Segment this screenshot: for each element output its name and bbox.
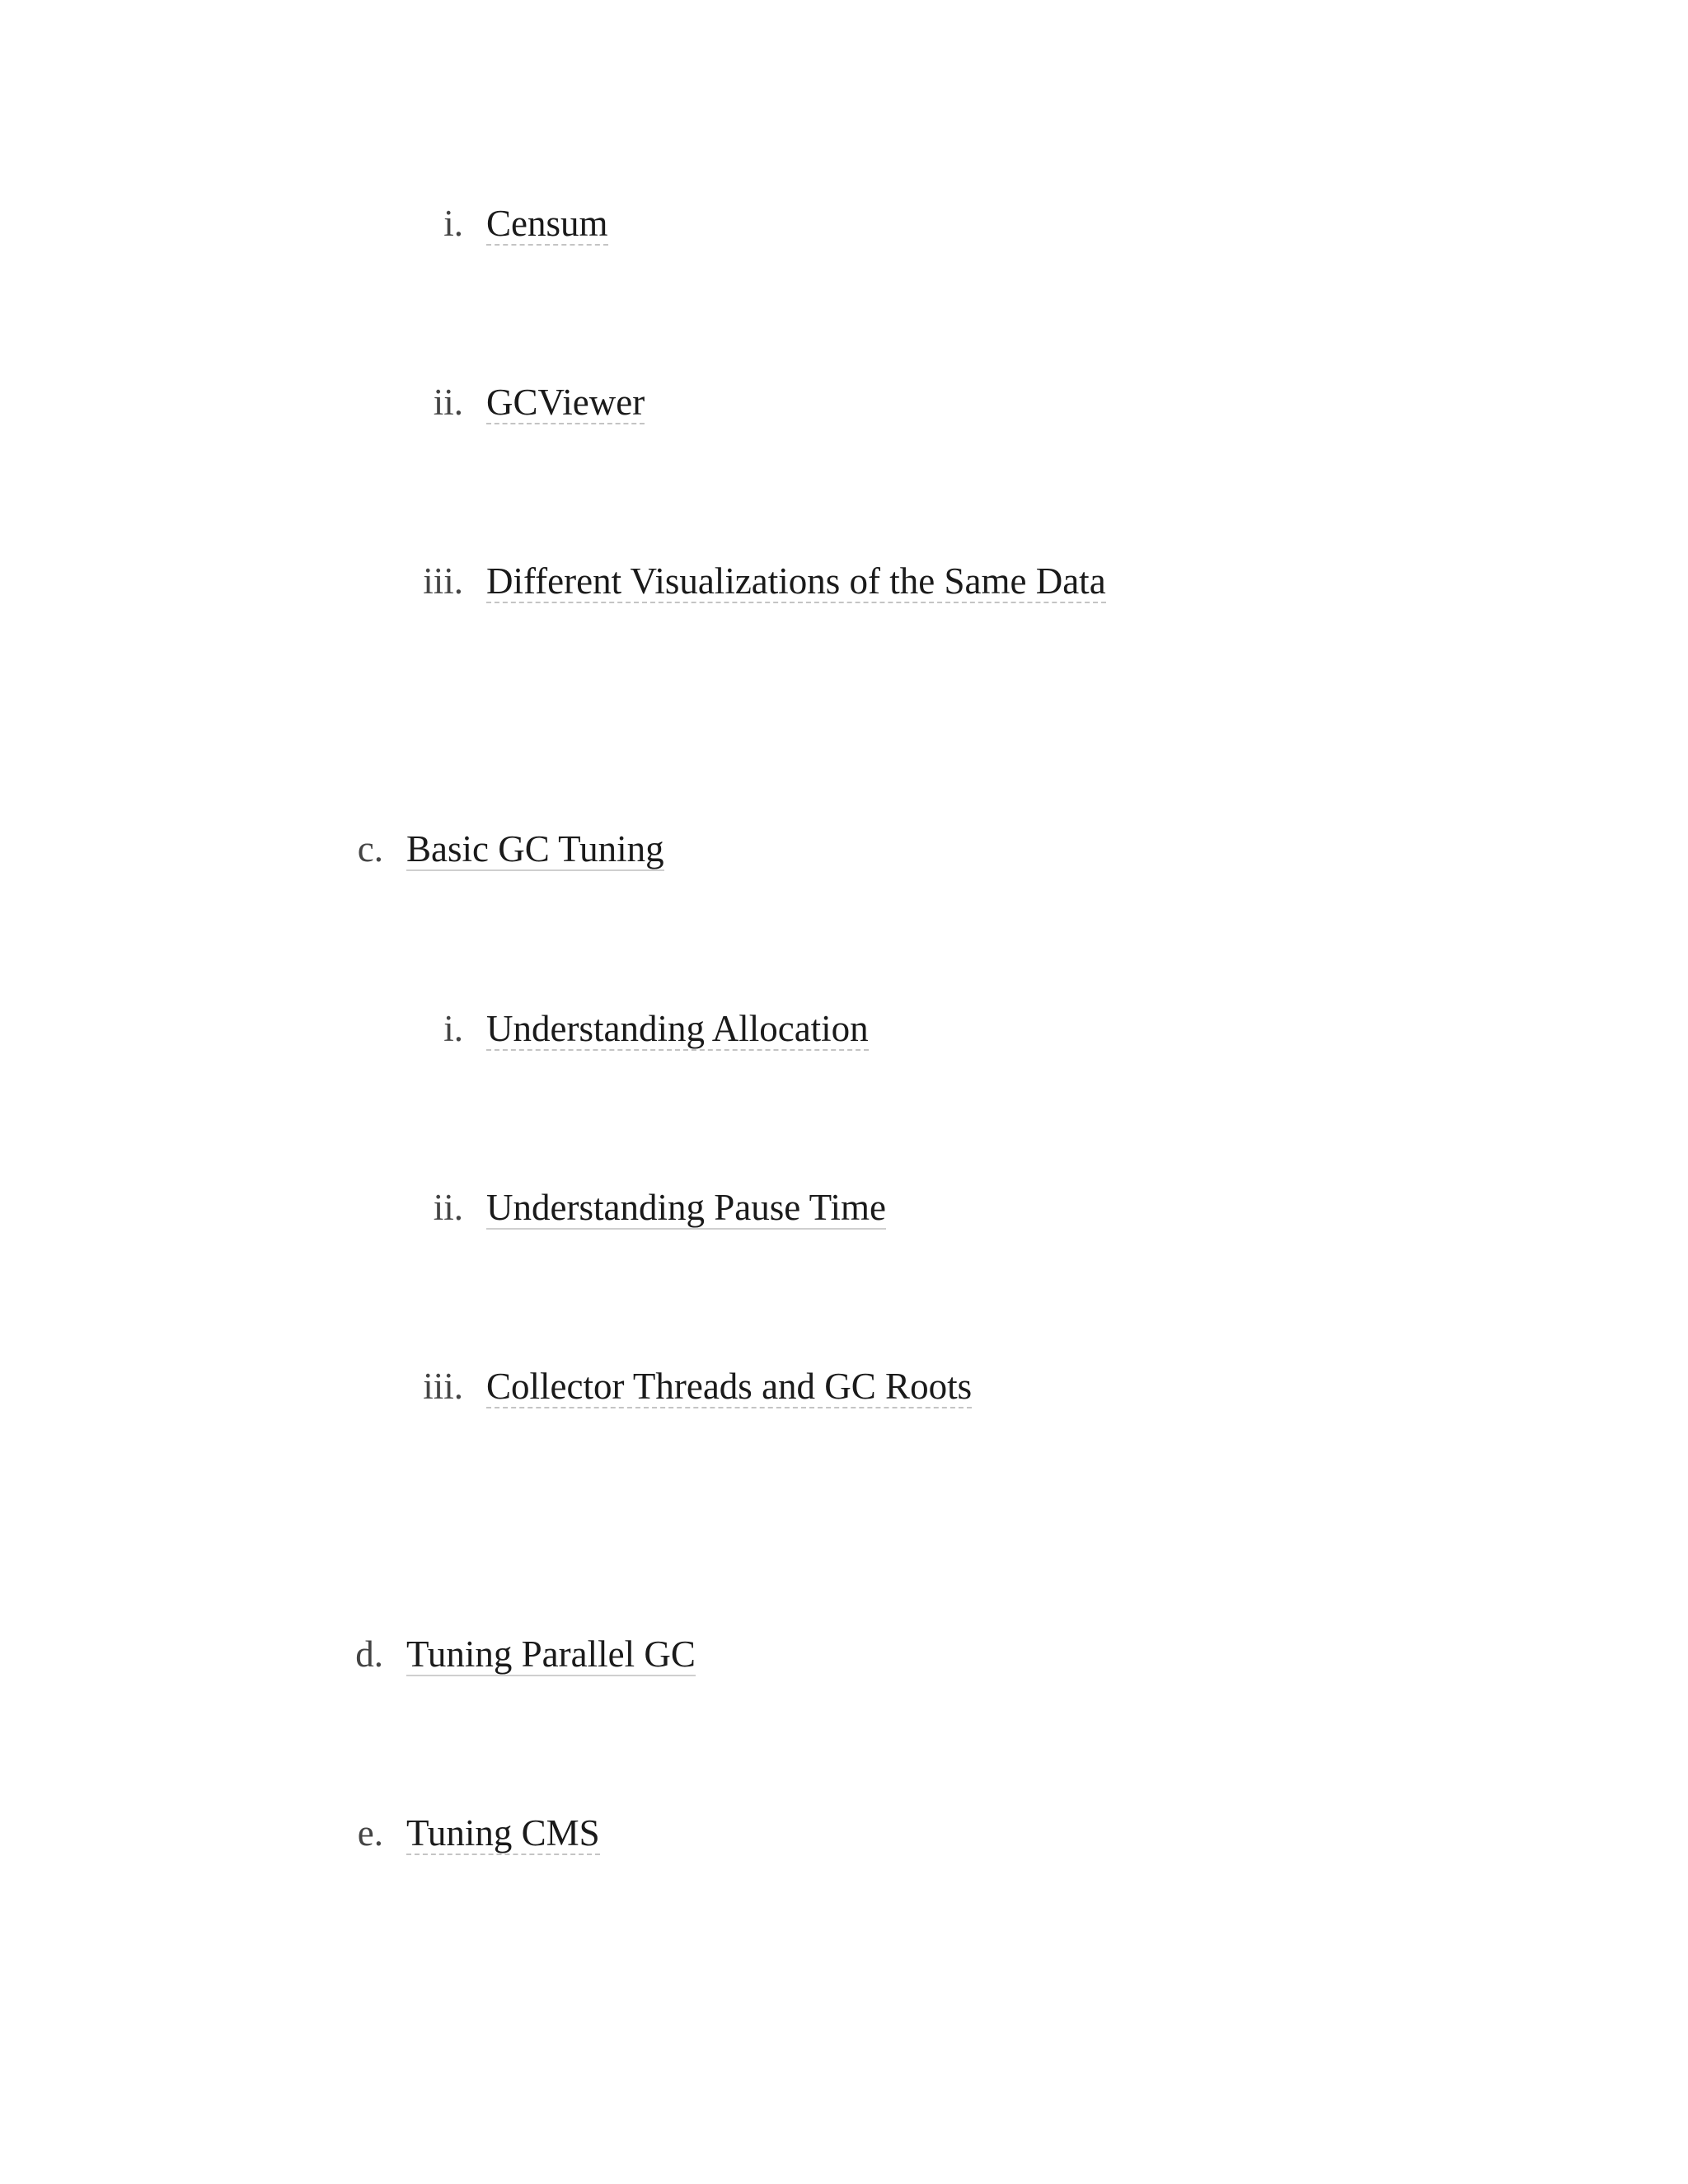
toc-link-basic-gc-tuning[interactable]: Basic GC Tuning xyxy=(406,825,664,871)
list-marker: ii. xyxy=(433,382,463,423)
toc-item-tuning-cms xyxy=(357,1808,600,1858)
toc-link-understanding-pause-time[interactable]: Understanding Pause Time xyxy=(486,1183,886,1230)
list-marker: i. xyxy=(443,1008,463,1049)
toc-item-understanding-allocation xyxy=(443,1004,869,1053)
toc-link-understanding-allocation[interactable]: Understanding Allocation xyxy=(486,1005,869,1051)
list-marker: d. xyxy=(355,1633,383,1675)
toc-item-censum xyxy=(443,199,608,248)
toc-item-tuning-parallel-gc xyxy=(355,1629,696,1679)
toc-link-censum[interactable]: Censum xyxy=(486,199,608,246)
toc-link-tuning-parallel-gc[interactable]: Tuning Parallel GC xyxy=(406,1630,696,1676)
list-marker: e. xyxy=(357,1812,383,1854)
toc-item-gcviewer xyxy=(433,377,645,427)
toc-link-different-visualizations[interactable]: Different Visualizations of the Same Data xyxy=(486,557,1106,603)
toc-link-collector-threads[interactable]: Collector Threads and GC Roots xyxy=(486,1362,972,1408)
toc-link-gcviewer[interactable]: GCViewer xyxy=(486,378,645,424)
toc-link-tuning-cms[interactable]: Tuning CMS xyxy=(406,1809,600,1855)
list-marker: ii. xyxy=(433,1187,463,1228)
toc-item-different-visualizations xyxy=(423,556,1106,606)
list-marker: iii. xyxy=(423,1366,463,1407)
list-marker: i. xyxy=(443,203,463,244)
toc-item-collector-threads xyxy=(423,1361,973,1411)
toc-item-basic-gc-tuning xyxy=(357,824,664,874)
list-marker: c. xyxy=(357,828,383,869)
list-marker: iii. xyxy=(423,560,463,602)
toc-item-understanding-pause-time xyxy=(433,1183,887,1232)
